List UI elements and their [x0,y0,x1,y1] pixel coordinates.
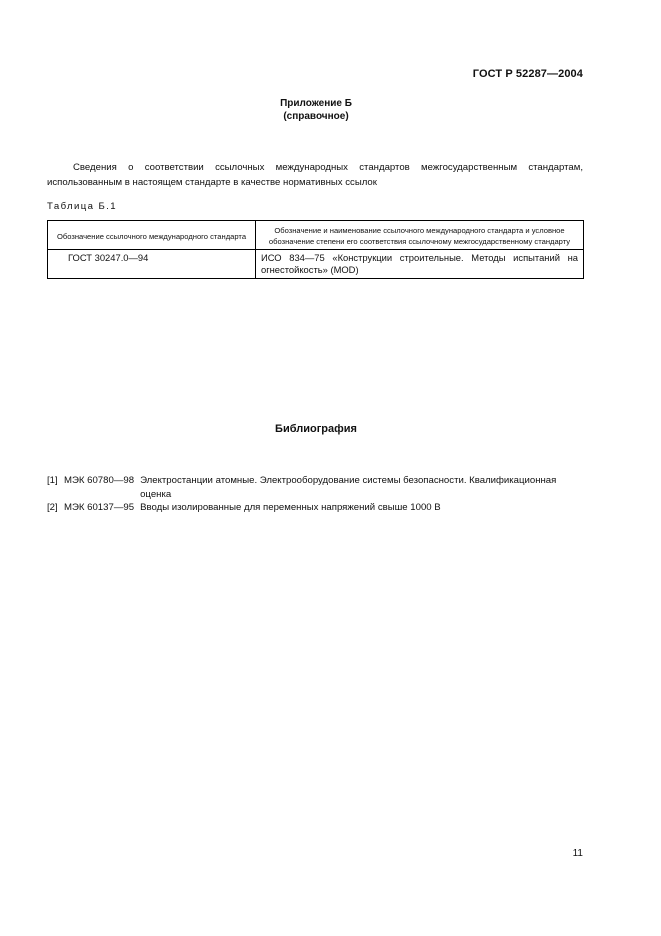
intro-paragraph: Сведения о соответствии ссылочных международных стандартов межгосударственным стандартам, использованным в настоящем стандарте в качестве нормативных ссылок [47,162,583,188]
bibliography-item [47,501,587,515]
bibliography-code: МЭК 60137—95 [64,502,135,513]
bibliography-item [47,474,587,501]
table-header-row [48,221,584,250]
appendix-heading [0,97,632,123]
bibliography-title: Библиография [275,423,357,435]
document-code: ГОСТ Р 52287—2004 [472,68,583,80]
appendix-subtitle: (справочное) [283,111,349,122]
bibliography-list [47,474,587,515]
reference-table [47,220,584,279]
table-header-cell: Обозначение и наименование ссылочного международного стандарта и условное обозначение степени его соответствия ссылочному межгосударственному стандарту [256,221,584,250]
bibliography-code: МЭК 60780—98 [64,475,135,486]
bibliography-number: [2] [47,502,58,513]
table-header-cell: Обозначение ссылочного международного стандарта [48,221,256,250]
table-row [48,250,584,279]
bibliography-text: Вводы изолированные для переменных напряжений свыше 1000 В [140,502,441,513]
table-cell: ГОСТ 30247.0—94 [48,250,256,279]
table-caption: Таблица Б.1 [47,201,117,212]
appendix-title: Приложение Б [280,98,352,109]
page-number: 11 [572,848,583,859]
bibliography-text: Электростанции атомные. Электрооборудование системы безопасности. Квалификационная оценка [140,475,557,500]
table-cell: ИСО 834—75 «Конструкции строительные. Методы испытаний на огнестойкость» (MOD) [256,250,584,279]
bibliography-number: [1] [47,475,58,486]
